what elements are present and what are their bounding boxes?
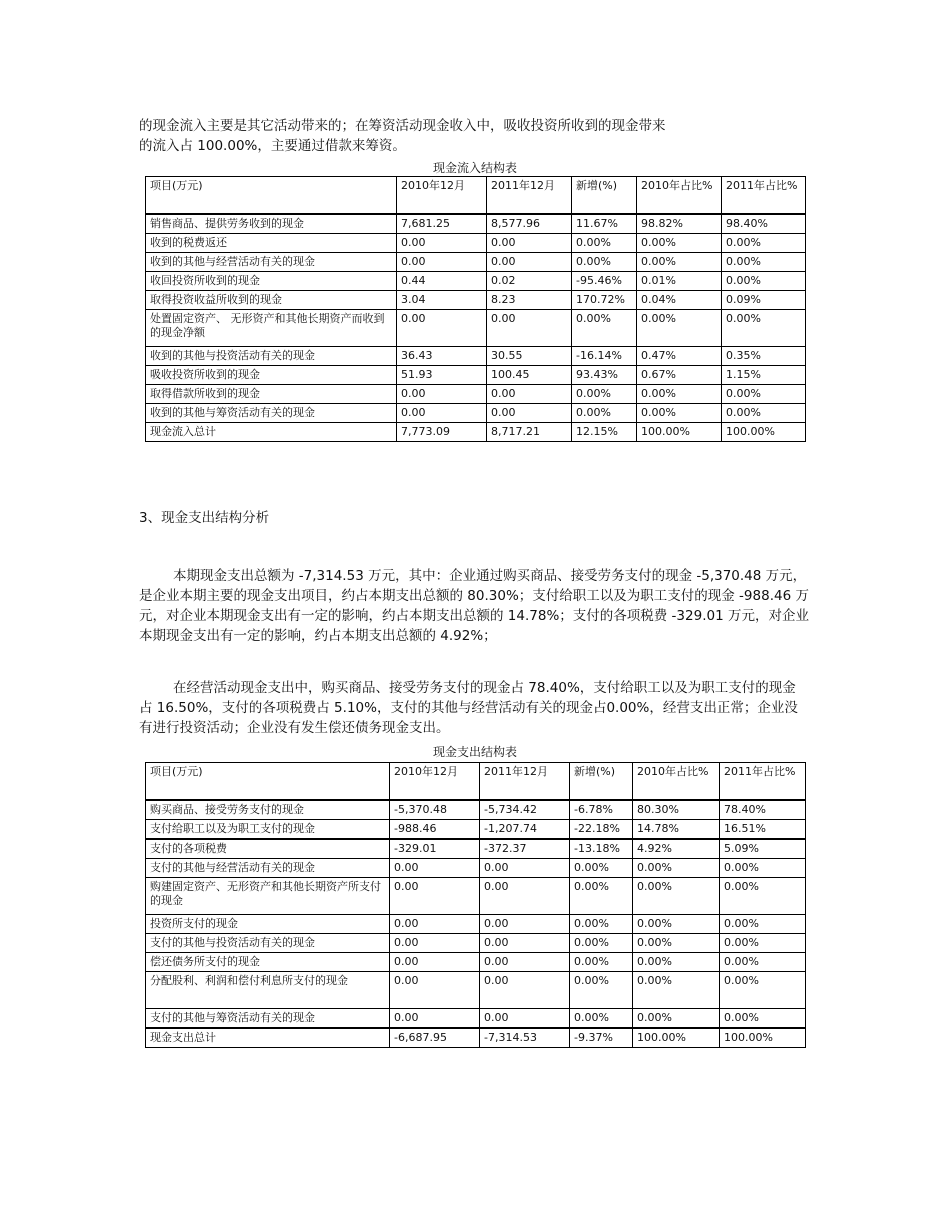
table-cell: 0.00 (487, 234, 572, 253)
table-row (146, 972, 806, 1009)
table-cell: 0.00% (572, 310, 637, 347)
row-label: 投资所支付的现金 (146, 915, 390, 934)
table-cell: 0.00% (722, 385, 806, 404)
row-label: 购买商品、接受劳务支付的现金 (146, 800, 390, 820)
table-cell: 3.04 (397, 291, 487, 310)
table-cell: 51.93 (397, 366, 487, 385)
table-cell: 0.00% (572, 253, 637, 272)
table-cell: 0.00 (480, 1009, 570, 1029)
row-label: 偿还债务所支付的现金 (146, 953, 390, 972)
table-cell: 0.00% (633, 972, 720, 1009)
table-cell: 0.00% (720, 953, 806, 972)
table-cell: -372.37 (480, 839, 570, 859)
table-cell: 0.00% (637, 253, 722, 272)
table-row (146, 272, 806, 291)
table-cell: 0.00 (480, 878, 570, 915)
table-cell: 7,773.09 (397, 423, 487, 442)
table-row (146, 214, 806, 234)
table-cell: 0.00 (480, 934, 570, 953)
table-cell: 0.00% (570, 934, 633, 953)
intro-line-2: 的流入占 100.00%，主要通过借款来筹资。 (139, 138, 406, 154)
table-cell: 0.00% (570, 1009, 633, 1029)
table-cell: 0.00% (722, 234, 806, 253)
table-cell: 0.00 (487, 310, 572, 347)
table-row (146, 839, 806, 859)
table-header-row (146, 763, 806, 801)
row-label: 收到的其他与投资活动有关的现金 (146, 347, 397, 366)
table-cell: 0.00% (633, 953, 720, 972)
table-cell: 0.00% (720, 972, 806, 1009)
table-row (146, 934, 806, 953)
table-cell: 0.00 (390, 1009, 480, 1029)
table-cell: 0.00 (390, 972, 480, 1009)
table-cell: 5.09% (720, 839, 806, 859)
table-cell: -95.46% (572, 272, 637, 291)
row-label: 支付给职工以及为职工支付的现金 (146, 820, 390, 840)
row-label: 收回投资所收到的现金 (146, 272, 397, 291)
table-cell: 170.72% (572, 291, 637, 310)
column-header: 2011年占比% (722, 177, 806, 215)
table-row (146, 859, 806, 878)
table-cell: 1.15% (722, 366, 806, 385)
table-cell: 93.43% (572, 366, 637, 385)
table-cell: 98.40% (722, 214, 806, 234)
table-cell: -9.37% (570, 1028, 633, 1048)
table-cell: 0.00% (633, 934, 720, 953)
table-cell: 8,577.96 (487, 214, 572, 234)
table-cell: 0.00 (487, 385, 572, 404)
table-cell: 0.00% (720, 878, 806, 915)
row-label: 现金流入总计 (146, 423, 397, 442)
table-cell: 100.00% (720, 1028, 806, 1048)
table-cell: 0.00% (637, 385, 722, 404)
section-3-paragraph-2: 在经营活动现金支出中，购买商品、接受劳务支付的现金占 78.40%，支付给职工以及为职工支付的现金占 16.50%，支付的各项税费占 5.10%，支付的其他与经营活动有关的现金占0.00%，经营支出正常；企业没有进行投资活动；企业没有发生偿还债务现金支出。 (139, 680, 798, 736)
row-label: 取得借款所收到的现金 (146, 385, 397, 404)
table-cell: 0.00% (722, 404, 806, 423)
table-cell: 0.09% (722, 291, 806, 310)
column-header: 2011年占比% (720, 763, 806, 801)
row-label: 支付的其他与经营活动有关的现金 (146, 859, 390, 878)
table-cell: 0.00% (637, 404, 722, 423)
table-cell: 0.00% (637, 310, 722, 347)
table-cell: 30.55 (487, 347, 572, 366)
table-row (146, 291, 806, 310)
column-header: 2010年12月 (390, 763, 480, 801)
table-cell: 0.00 (390, 859, 480, 878)
row-label: 分配股利、利润和偿付利息所支付的现金 (146, 972, 390, 1009)
table-cell: 0.00% (570, 953, 633, 972)
table-cell: 0.00% (633, 915, 720, 934)
table-cell: 0.00 (480, 915, 570, 934)
column-header: 新增(%) (570, 763, 633, 801)
table-row (146, 800, 806, 820)
table-cell: 98.82% (637, 214, 722, 234)
table-row (146, 385, 806, 404)
column-header: 2010年12月 (397, 177, 487, 215)
table-cell: 0.00% (722, 253, 806, 272)
table-cell: 8,717.21 (487, 423, 572, 442)
table-cell: 100.00% (633, 1028, 720, 1048)
table-cell: 0.00% (570, 972, 633, 1009)
table-cell: 0.00% (720, 1009, 806, 1029)
table-cell: -6.78% (570, 800, 633, 820)
table-cell: 12.15% (572, 423, 637, 442)
column-header: 2011年12月 (480, 763, 570, 801)
table-cell: 0.00 (480, 972, 570, 1009)
table-cell: 100.00% (722, 423, 806, 442)
section-3-heading: 3、现金支出结构分析 (139, 510, 270, 526)
table-cell: 0.01% (637, 272, 722, 291)
table-cell: 0.00% (570, 859, 633, 878)
table-cell: 80.30% (633, 800, 720, 820)
row-label: 销售商品、提供劳务收到的现金 (146, 214, 397, 234)
row-label: 购建固定资产、无形资产和其他长期资产所支付的现金 (146, 878, 390, 915)
row-label: 收到的其他与经营活动有关的现金 (146, 253, 397, 272)
table-cell: -329.01 (390, 839, 480, 859)
table-row (146, 404, 806, 423)
table-cell: 0.00% (633, 1009, 720, 1029)
table-cell: -988.46 (390, 820, 480, 840)
table-cell: 0.00% (637, 234, 722, 253)
table-cell: 0.00 (397, 404, 487, 423)
table-cell: 0.00% (720, 934, 806, 953)
row-label: 收到的税费返还 (146, 234, 397, 253)
column-header: 2010年占比% (633, 763, 720, 801)
row-label: 支付的其他与投资活动有关的现金 (146, 934, 390, 953)
intro-line-1: 的现金流入主要是其它活动带来的；在筹资活动现金收入中，吸收投资所收到的现金带来 (139, 118, 666, 134)
table-cell: 0.00% (722, 310, 806, 347)
row-label: 支付的各项税费 (146, 839, 390, 859)
table-cell: 78.40% (720, 800, 806, 820)
column-header: 新增(%) (572, 177, 637, 215)
table-cell: 0.00% (570, 878, 633, 915)
table-cell: 100.00% (637, 423, 722, 442)
table-cell: 0.00 (487, 253, 572, 272)
column-header: 项目(万元) (146, 177, 397, 215)
inflow-table-caption: 现金流入结构表 (432, 161, 517, 175)
table-cell: 0.00% (633, 878, 720, 915)
table-cell: 0.00% (722, 272, 806, 291)
table-cell: 0.00% (720, 859, 806, 878)
table-cell: 0.04% (637, 291, 722, 310)
table-cell: 14.78% (633, 820, 720, 840)
row-label: 支付的其他与筹资活动有关的现金 (146, 1009, 390, 1029)
section-3-paragraph-1: 本期现金支出总额为 -7,314.53 万元，其中：企业通过购买商品、接受劳务支付的现金 -5,370.48 万元，是企业本期主要的现金支出项目，约占本期支出总额的 80.30%；支付给职工以及为职工支付的现金 -988.46 万元，对企业本期现金支出有一定的影响，约占本期支出总额的 14.78%；支付的各项税费 -329.01 万元，对企业本期现金支出有一定的影响，约占本期支出总额的 4.92%； (139, 568, 809, 644)
outflow-table (145, 762, 806, 1048)
table-row (146, 347, 806, 366)
table-cell: 0.02 (487, 272, 572, 291)
row-label: 现金支出总计 (146, 1028, 390, 1048)
table-cell: 36.43 (397, 347, 487, 366)
table-cell: 0.00 (397, 385, 487, 404)
row-label: 处置固定资产、 无形资产和其他长期资产而收到的现金净额 (146, 310, 397, 347)
table-cell: -22.18% (570, 820, 633, 840)
table-cell: 0.00% (572, 234, 637, 253)
table-cell: 0.00 (487, 404, 572, 423)
table-cell: -13.18% (570, 839, 633, 859)
table-cell: 0.00 (480, 859, 570, 878)
outflow-table-caption: 现金支出结构表 (432, 745, 517, 759)
table-cell: 0.00% (720, 915, 806, 934)
table-cell: 0.35% (722, 347, 806, 366)
table-cell: 16.51% (720, 820, 806, 840)
table-row (146, 878, 806, 915)
table-cell: 0.00 (390, 934, 480, 953)
table-cell: 0.00 (397, 253, 487, 272)
column-header: 2010年占比% (637, 177, 722, 215)
table-cell: 0.47% (637, 347, 722, 366)
table-cell: 0.67% (637, 366, 722, 385)
table-cell: 0.00 (397, 310, 487, 347)
table-row (146, 253, 806, 272)
table-cell: 7,681.25 (397, 214, 487, 234)
table-cell: -7,314.53 (480, 1028, 570, 1048)
table-row (146, 953, 806, 972)
table-cell: -1,207.74 (480, 820, 570, 840)
table-cell: 4.92% (633, 839, 720, 859)
table-row (146, 423, 806, 442)
table-header-row (146, 177, 806, 215)
table-cell: 0.00% (570, 915, 633, 934)
table-row (146, 366, 806, 385)
table-row (146, 1009, 806, 1029)
table-cell: 0.00 (390, 953, 480, 972)
table-cell: -16.14% (572, 347, 637, 366)
table-cell: 100.45 (487, 366, 572, 385)
table-row (146, 820, 806, 840)
column-header: 2011年12月 (487, 177, 572, 215)
column-header: 项目(万元) (146, 763, 390, 801)
table-row (146, 234, 806, 253)
table-cell: 0.00 (397, 234, 487, 253)
table-cell: 0.00 (390, 878, 480, 915)
table-row (146, 310, 806, 347)
table-row (146, 915, 806, 934)
table-cell: -6,687.95 (390, 1028, 480, 1048)
table-cell: 0.00 (390, 915, 480, 934)
table-cell: 11.67% (572, 214, 637, 234)
table-cell: 0.00% (572, 385, 637, 404)
table-cell: -5,734.42 (480, 800, 570, 820)
table-cell: 0.00 (480, 953, 570, 972)
table-cell: 0.44 (397, 272, 487, 291)
inflow-table (145, 176, 806, 442)
table-cell: 0.00% (633, 859, 720, 878)
table-cell: 0.00% (572, 404, 637, 423)
row-label: 取得投资收益所收到的现金 (146, 291, 397, 310)
table-cell: -5,370.48 (390, 800, 480, 820)
table-row (146, 1028, 806, 1048)
table-cell: 8.23 (487, 291, 572, 310)
row-label: 吸收投资所收到的现金 (146, 366, 397, 385)
row-label: 收到的其他与筹资活动有关的现金 (146, 404, 397, 423)
